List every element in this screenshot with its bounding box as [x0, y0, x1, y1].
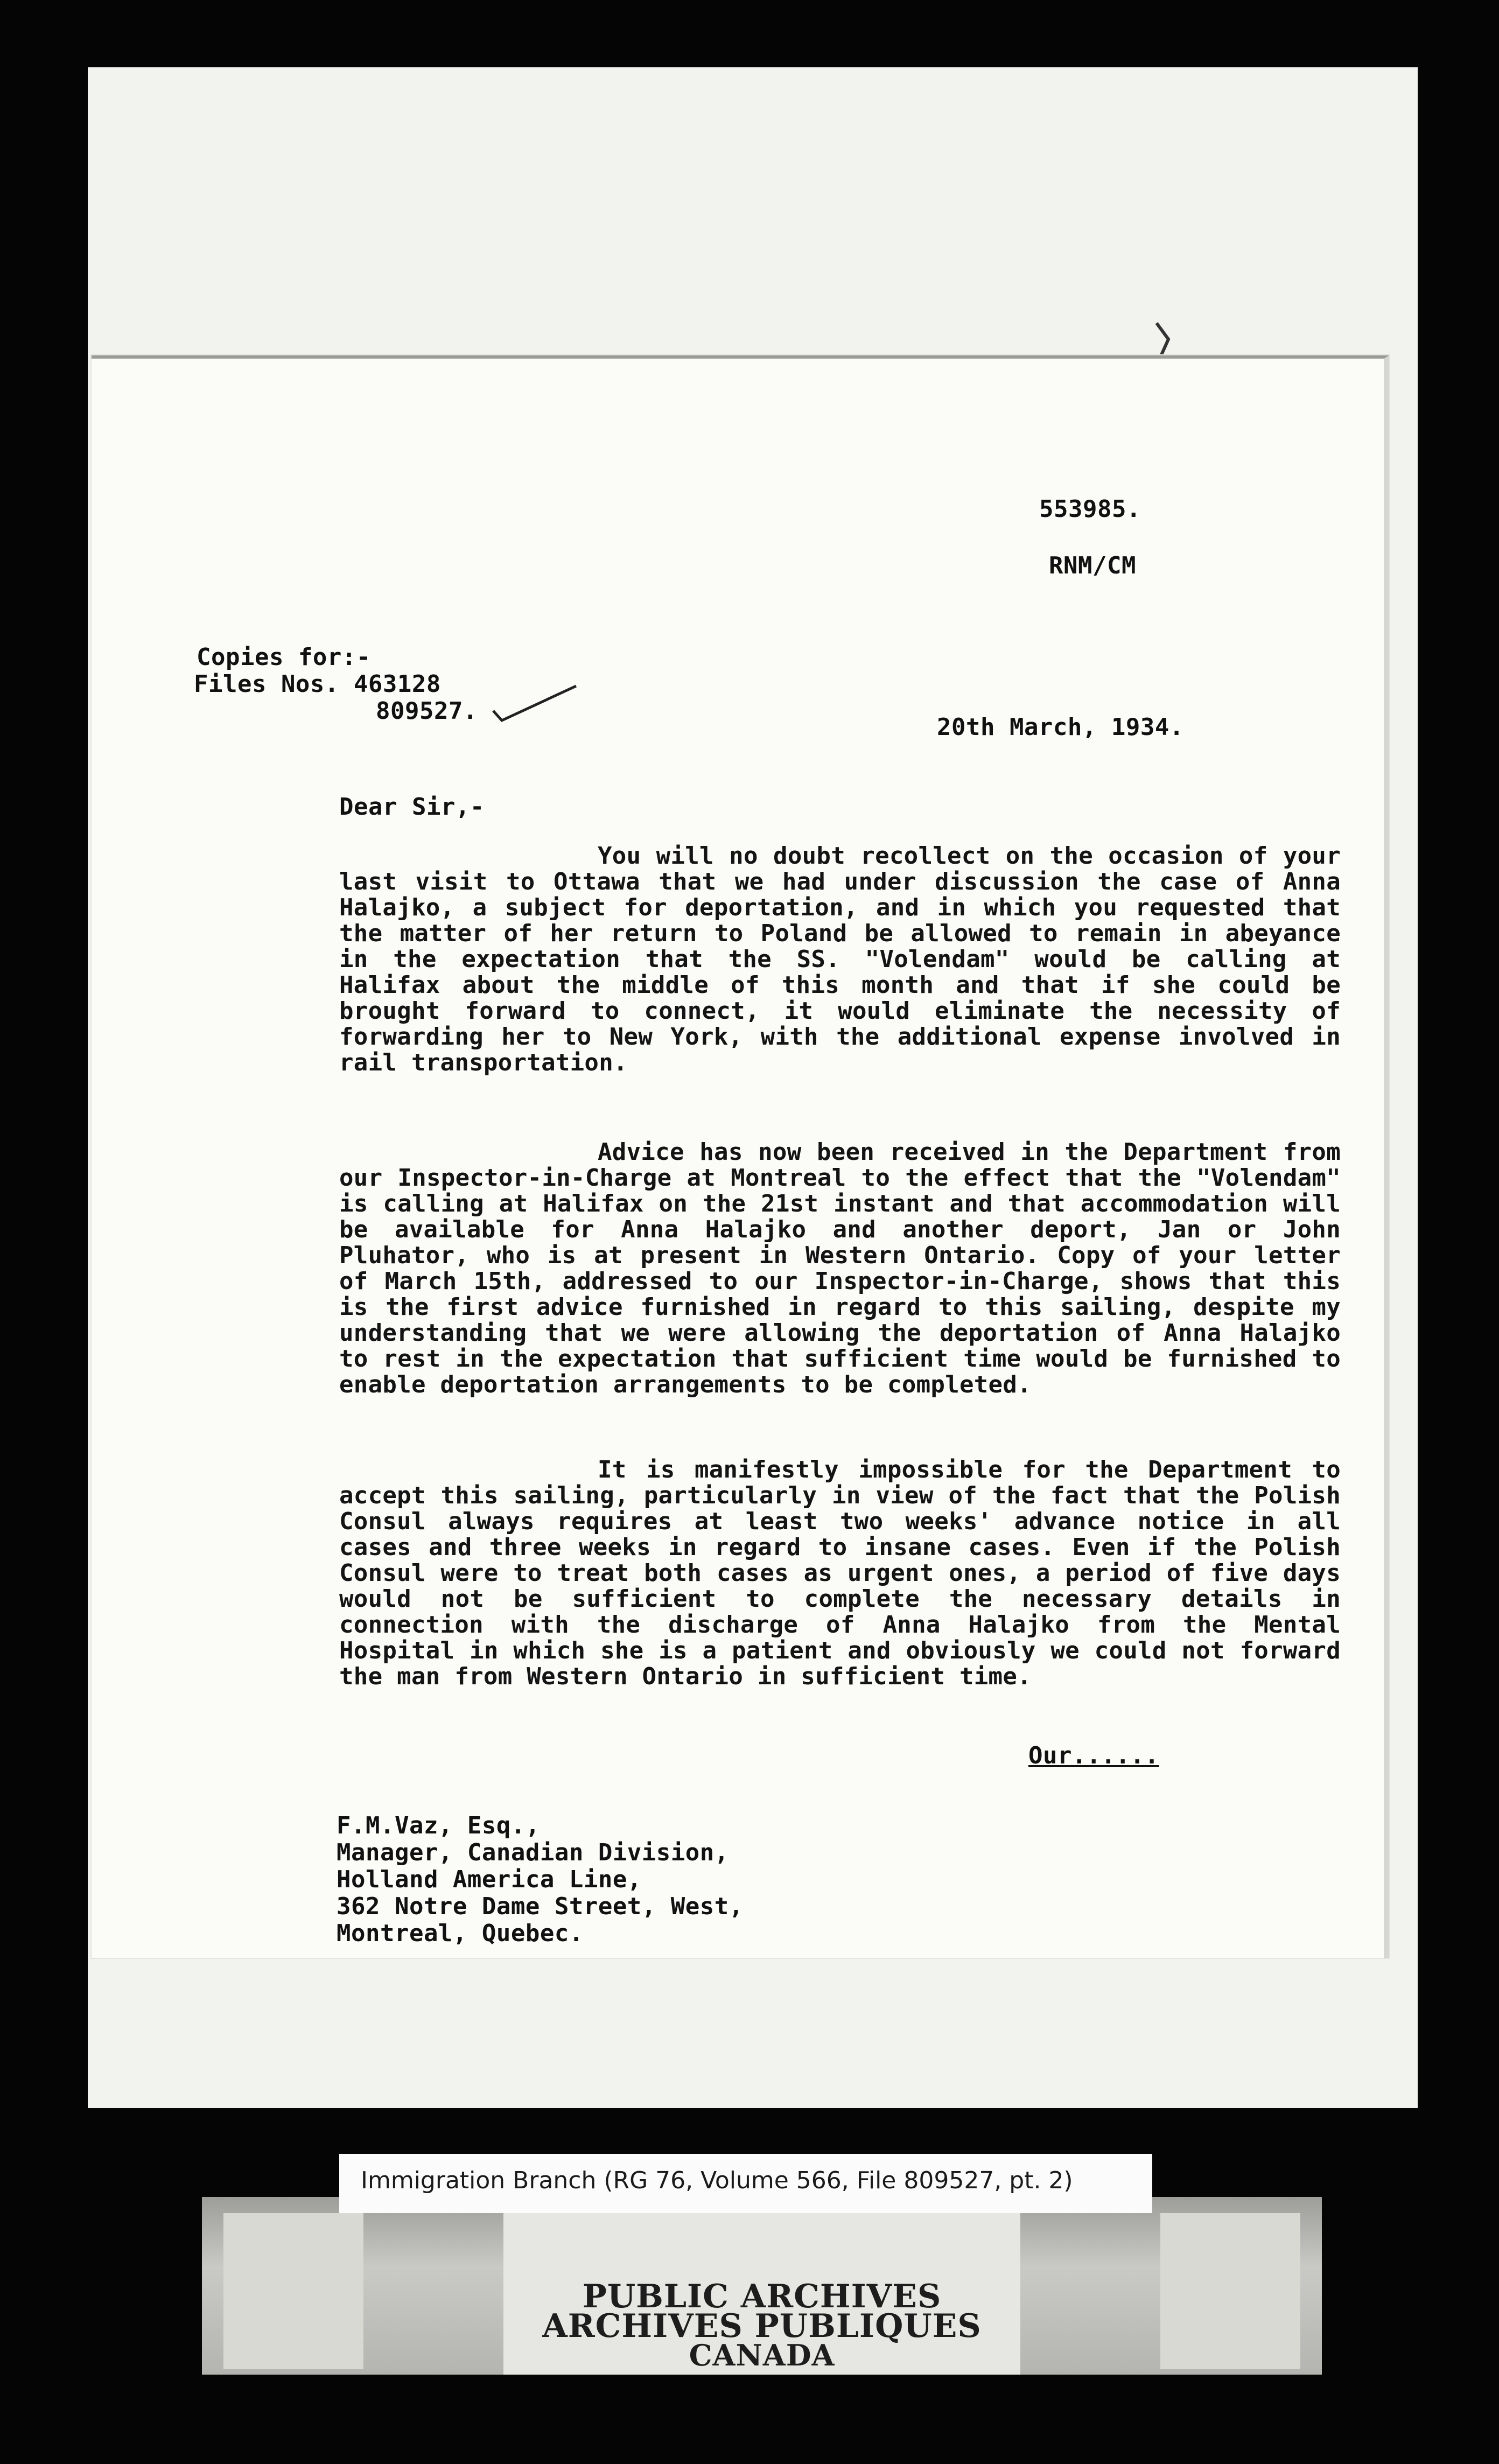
- address-line-1: F.M.Vaz, Esq.,: [337, 1812, 540, 1839]
- stamp-line-3: CANADA: [689, 2338, 835, 2372]
- continuation-marker: Our......: [1028, 1742, 1159, 1769]
- salutation: Dear Sir,-: [339, 793, 485, 821]
- paragraph-3: It is manifestly impossible for the Department to accept this sailing, particularly in view of the fact that the Polish Consul always requires at least two weeks' advance notice in all cases and three weeks in regard to insane cases. Even if the Polish Consul were to treat both cases as urgent ones, a period of five days would not be sufficient to complete the necessary details in connection with the discharge of Anna Halajko from the Mental Hospital in which she is a patient and obviously we could not forward the man from Western Ontario in sufficient time.: [339, 1456, 1341, 1690]
- letter-page: [92, 355, 1389, 1958]
- archive-stamp: [503, 2197, 1020, 2375]
- stamp-line-1: PUBLIC ARCHIVES: [582, 2278, 942, 2315]
- address-line-4: 362 Notre Dame Street, West,: [337, 1893, 744, 1920]
- copies-label: Copies for:-: [197, 643, 371, 671]
- tape-left: [223, 2213, 363, 2369]
- file-number: 553985.: [1039, 495, 1141, 523]
- address-line-2: Manager, Canadian Division,: [337, 1839, 729, 1866]
- address-line-3: Holland America Line,: [337, 1866, 642, 1893]
- address-line-5: Montreal, Quebec.: [337, 1920, 584, 1947]
- archive-label-text: Immigration Branch (RG 76, Volume 566, File 809527, pt. 2): [361, 2167, 1073, 2194]
- reference-initials: RNM/CM: [1049, 552, 1136, 579]
- paragraph-1: You will no doubt recollect on the occasion of your last visit to Ottawa that we had under discussion the case of Anna Halajko, a subject for deportation, and in which you requested that the matter of her return to Poland be allowed to remain in abeyance in the expectation that the SS. "Volendam" would be calling at Halifax about the middle of this month and that if she could be brought forward to connect, it would eliminate the necessity of forwarding her to New York, with the additional expense involved in rail transportation.: [339, 842, 1341, 1076]
- tape-right: [1160, 2213, 1300, 2369]
- stamp-line-2: ARCHIVES PUBLIQUES: [542, 2307, 982, 2345]
- files-second-number: 809527.: [376, 697, 478, 725]
- checkmark-icon: [490, 676, 582, 725]
- letter-date: 20th March, 1934.: [937, 713, 1184, 741]
- files-label: Files Nos. 463128: [194, 670, 441, 698]
- archive-label: [339, 2154, 1152, 2213]
- paragraph-2: Advice has now been received in the Department from our Inspector-in-Charge at Montreal to the effect that the "Volendam" is calling at Halifax on the 21st instant and that accommodation will be available for Anna Halajko and another deport, Jan or John Pluhator, who is at present in Western Ontario. Copy of your letter of March 15th, addressed to our Inspector-in-Charge, shows that this is the first advice furnished in regard to this sailing, despite my understanding that we were allowing the deportation of Anna Halajko to rest in the expectation that sufficient time would be furnished to enable deportation arrangements to be completed.: [339, 1138, 1341, 1398]
- archive-stamp-band: [202, 2197, 1322, 2375]
